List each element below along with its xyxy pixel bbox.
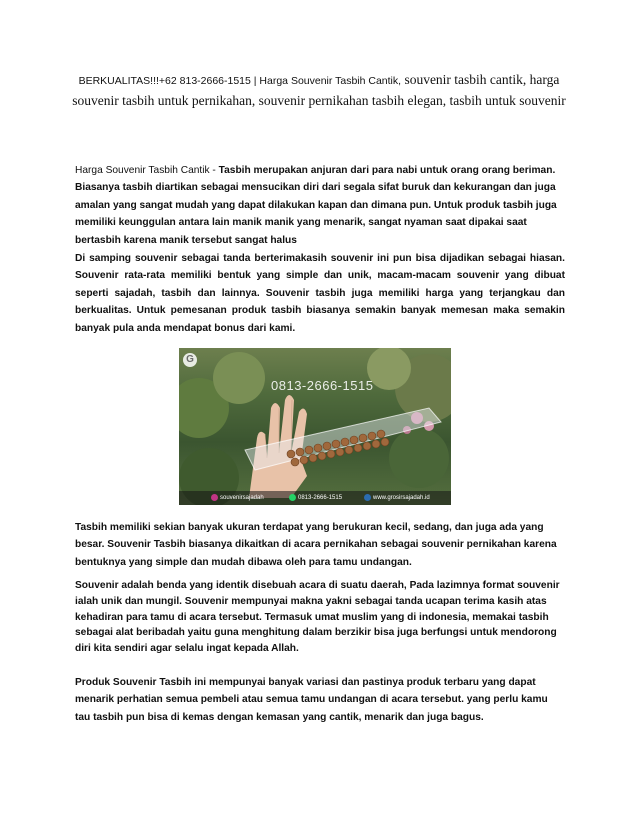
- contact-bar: [179, 491, 451, 505]
- product-photo: [179, 348, 451, 505]
- photo-scene: [179, 348, 451, 505]
- document-title: [60, 70, 578, 111]
- paragraph-souvenir-makna: Souvenir adalah benda yang identik disebuah acara di suatu daerah, Pada lazimnya format souvenir ialah unik dan mungil. Souvenir mempunyai makna yakni sebagai tanda ucapan terima kasih atas kehadiran para tamu di acara tersebut. Termasuk umat muslim yang di indonesia, memakai tasbih sebagai alat beribadah yaitu guna menghitung dalam berzikir bisa juga berfungsi untuk mendorong diri kita sendiri agar selalu ingat kepada Allah.: [75, 580, 560, 655]
- paragraph-souvenir-hiasan: Di samping souvenir sebagai tanda berterimakasih souvenir ini pun bisa dijadikan sebagai hiasan. Souvenir rata-rata memiliki bentuk yang simple dan unik, macam-macam souvenir yang dibuat seperti sajadah, tasbih dan lainnya. Souvenir tasbih juga memiliki harga yang terjangkau dan berkualitas. Untuk pemesanan produk tasbih biasanya semakin banyak memesan maka semakin banyak pula anda mendapat bonus dari kami.: [75, 253, 565, 334]
- intro-lead: Harga Souvenir Tasbih Cantik -: [75, 165, 219, 176]
- whatsapp-icon: [289, 494, 296, 501]
- web-icon: [364, 494, 371, 501]
- contact-whatsapp: [289, 491, 342, 505]
- website-url: www.grosirsajadah.id: [373, 495, 430, 501]
- intro-text: Tasbih merupakan anjuran dari para nabi untuk orang orang beriman. Biasanya tasbih diartikan sebagai mensucikan diri dari segala sifat buruk dan kekurangan dan juga amalan yang sangat mudah yang dapat dilakukan kapan dan dimana pun. Untuk produk tasbih juga memiliki keunggulan antara lain manik manik yang menarik, sangat nyaman saat dipakai saat bertasbih karena manik tersebut sangat halus: [75, 165, 557, 246]
- phone-watermark: 0813-2666-1515: [271, 378, 374, 393]
- paragraph-produk-variasi: Produk Souvenir Tasbih ini mempunyai banyak variasi dan pastinya produk terbaru yang dapat menarik perhatian semua pembeli atau semua tamu undangan di acara tersebut. yang perlu kamu tau tasbih pun bisa di kemas dengan kemasan yang cantik, menarik dan juga bagus.: [75, 677, 548, 723]
- whatsapp-number: 0813-2666-1515: [298, 495, 343, 501]
- title-keywords-primary: BERKUALITAS!!!+62 813-2666-1515 | Harga Souvenir Tasbih Cantik,: [78, 75, 402, 87]
- instagram-icon: [211, 494, 218, 501]
- intro-paragraph: [75, 162, 565, 249]
- watermark-logo: G: [183, 353, 197, 367]
- paragraph-ukuran-tasbih: Tasbih memiliki sekian banyak ukuran terdapat yang berukuran kecil, sedang, dan juga ada yang besar. Souvenir Tasbih biasanya dikaitkan di acara pernikahan sebagai souvenir pernikahan karena bentuknya yang simple dan mudah dibawa oleh para tamu undangan.: [75, 522, 557, 568]
- contact-website: [364, 491, 430, 505]
- title-keywords-secondary: souvenir tasbih cantik, harga souvenir tasbih untuk pernikahan, souvenir pernikahan tasbih elegan, tasbih untuk souvenir: [72, 72, 566, 108]
- instagram-handle: souvenirsajadah: [220, 495, 264, 501]
- contact-instagram: [211, 491, 264, 505]
